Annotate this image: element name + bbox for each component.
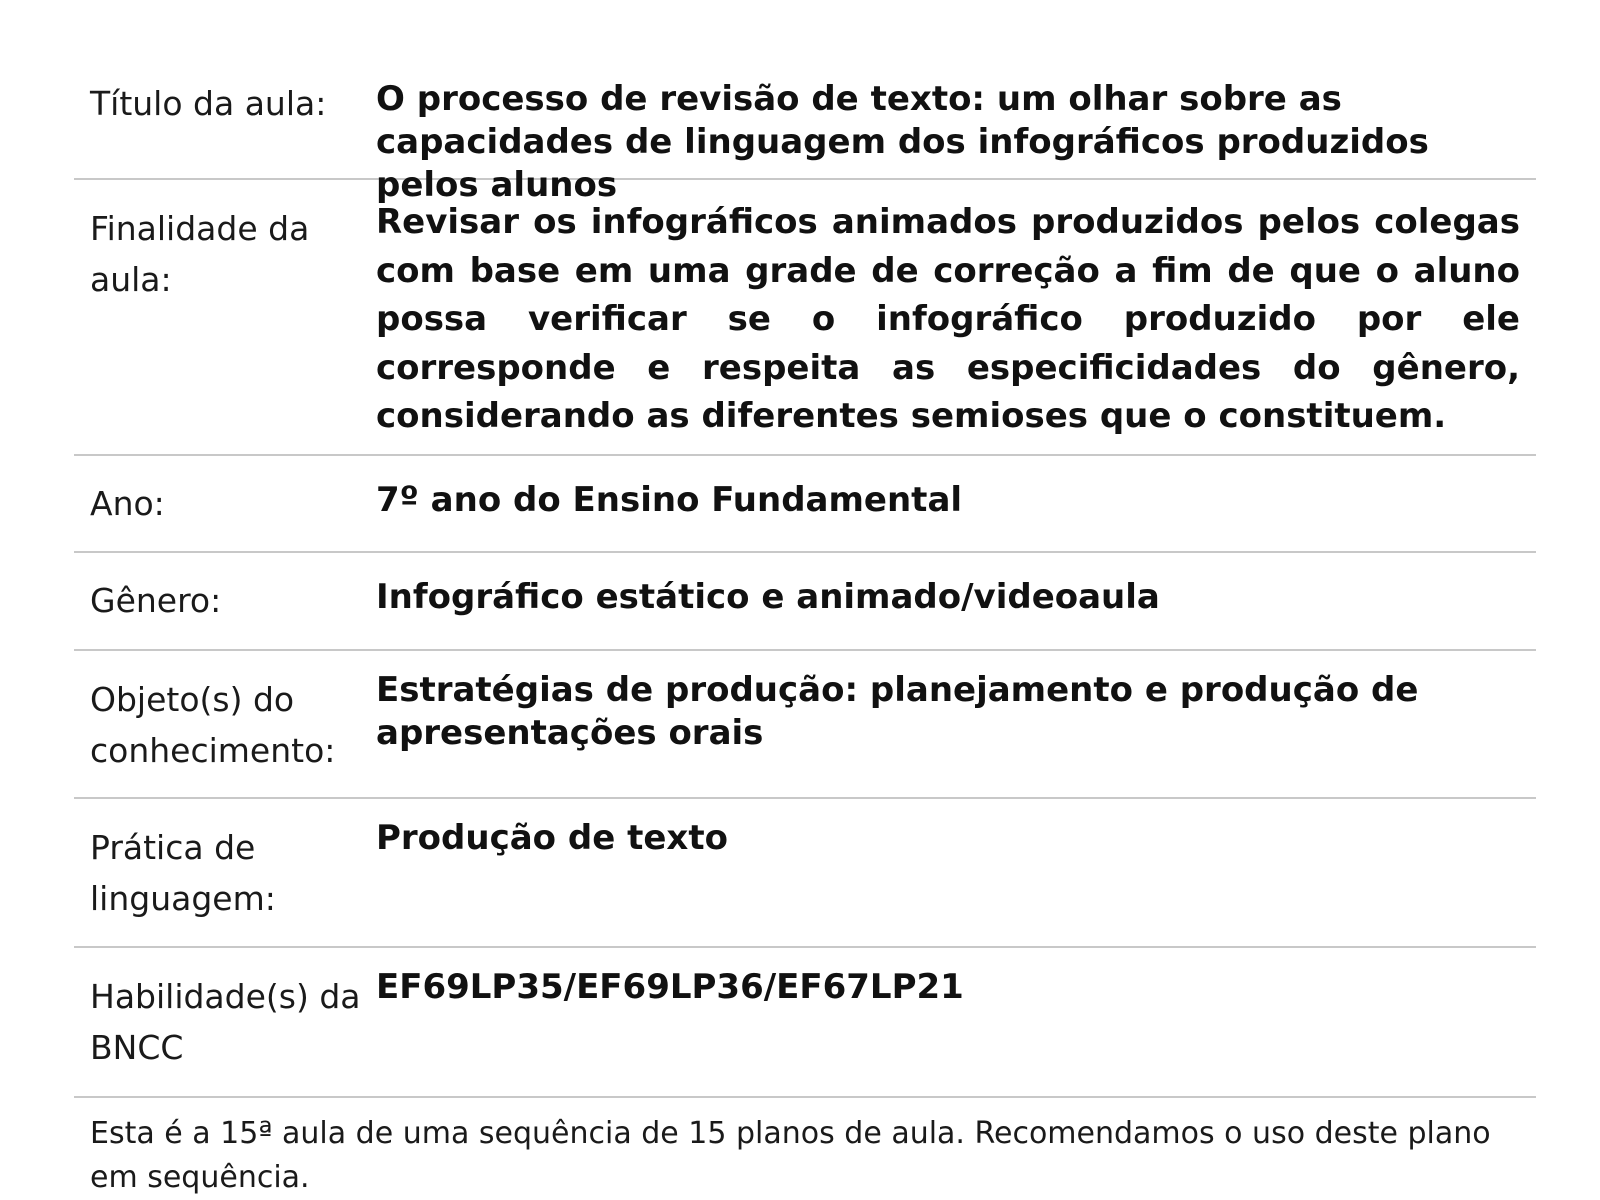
row-genero: [74, 553, 1536, 651]
field-label: Título da aula:: [90, 84, 327, 123]
field-value-genero: Infográfico estático e animado/videoaula: [376, 577, 1160, 617]
field-value-ano: 7º ano do Ensino Fundamental: [376, 480, 963, 520]
row-finalidade-da-aula: [74, 180, 1536, 456]
field-value-habilidade: EF69LP35/EF69LP36/EF67LP21: [376, 967, 964, 1007]
field-label: Gênero:: [90, 581, 222, 620]
row-habilidades-bncc: [74, 948, 1536, 1098]
field-label: Habilidade(s) da BNCC: [90, 977, 361, 1067]
row-titulo-da-aula: [74, 0, 1536, 205]
field-label: Prática de linguagem:: [90, 828, 276, 918]
field-value-objeto: Estratégias de produção: planejamento e produção de apresentações orais: [376, 670, 1419, 753]
field-label: Objeto(s) do conhecimento:: [90, 680, 336, 770]
field-value-finalidade: Revisar os infográficos animados produzidos pelos colegas com base em uma grade de correção a fim de que o aluno possa verificar se o infográfico produzido por ele corresponde e respeita as especificidades do gênero, considerando as diferentes semioses que o constituem.: [376, 202, 1520, 436]
row-pratica-de-linguagem: [74, 799, 1536, 948]
row-objetos-do-conhecimento: [74, 651, 1536, 799]
lesson-plan-table: [74, 0, 1536, 1200]
row-ano: [74, 456, 1536, 553]
field-value-pratica: Produção de texto: [376, 818, 728, 858]
field-value-titulo: O processo de revisão de texto: um olhar sobre as capacidades de linguagem dos infográficos produzidos pelos alunos: [376, 79, 1429, 205]
field-label: Finalidade da aula:: [90, 209, 310, 299]
field-label: Ano:: [90, 484, 165, 523]
sequence-footnote: Esta é a 15ª aula de uma sequência de 15 planos de aula. Recomendamos o uso deste plano em sequência.: [90, 1116, 1491, 1195]
